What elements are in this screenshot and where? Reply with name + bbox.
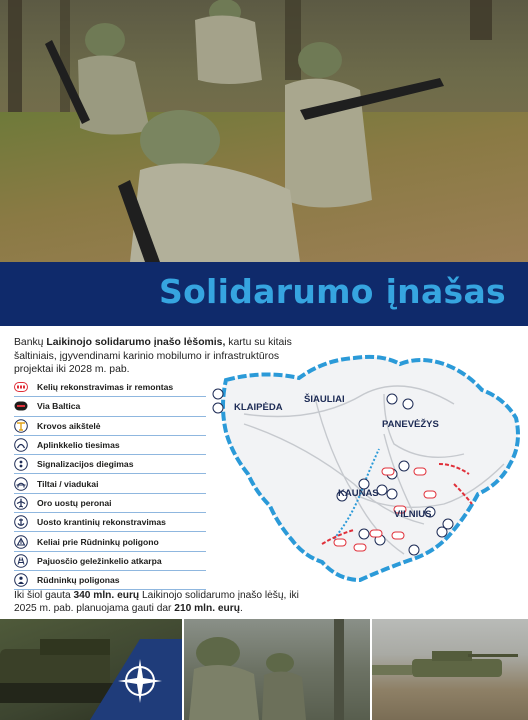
soldiers-photo-illustration: [184, 619, 370, 720]
rail-icon: [14, 554, 28, 568]
legend-label: Aplinkkelio tiesimas: [37, 440, 120, 451]
legend-item: [14, 571, 206, 590]
hero-photo: [0, 0, 528, 262]
intro-part: Bankų: [14, 337, 47, 348]
legend-label: Oro uostų peronai: [37, 497, 112, 508]
legend-label: Keliai prie Rūdninkų poligono: [37, 536, 159, 547]
photo-soldiers: [184, 619, 370, 720]
funding-text: [14, 589, 314, 615]
legend-label: Tiltai / viadukai: [37, 478, 99, 489]
lithuania-map: [204, 334, 528, 590]
city-label: VILNIUS: [394, 509, 432, 520]
legend-item: [14, 436, 206, 455]
city-label: KAUNAS: [338, 488, 379, 499]
signal-icon: [14, 457, 28, 471]
intro-bold: Laikinojo solidarumo įnašo lėšomis,: [46, 337, 226, 348]
soldiers-illustration: [0, 0, 528, 262]
legend-label: Krovos aikštelė: [37, 420, 101, 431]
legend-item: [14, 397, 206, 416]
legend-label: Rūdninkų poligonas: [37, 575, 120, 586]
legend-item: [14, 532, 206, 551]
legend-item: [14, 552, 206, 571]
bypass-icon: [14, 438, 28, 452]
legend-label: Signalizacijos diegimas: [37, 459, 134, 470]
page-title: Solidarumo įnašas: [159, 272, 506, 311]
range-road-icon: [14, 535, 28, 549]
legend-label: Kelių rekonstravimas ir remontas: [37, 382, 174, 393]
road-reconstruction-icon: [14, 380, 28, 394]
legend-label: Pajuosčio geležinkelio atkarpa: [37, 555, 162, 566]
legend-label: Uosto krantinių rekonstravimas: [37, 517, 166, 528]
map-outline: [204, 334, 528, 590]
tank-nato-illustration: [0, 619, 182, 720]
map-legend: [14, 378, 206, 590]
legend-item: [14, 513, 206, 532]
outro-part: Laikinojo solidarumo įnašo lėšų, iki 2025 m. pab. planuojama gauti dar: [14, 590, 299, 615]
city-label: PANEVĖŽYS: [382, 419, 439, 430]
via-baltica-icon: [14, 399, 28, 413]
legend-item: [14, 378, 206, 397]
city-label: ŠIAULIAI: [304, 394, 345, 405]
airport-icon: [14, 496, 28, 510]
outro-bold: 210 mln. eurų: [174, 603, 240, 615]
loading-dock-icon: [14, 419, 28, 433]
legend-item: [14, 494, 206, 513]
photo-tanks-field: [372, 619, 528, 720]
intro-part: kartu su kitais šaltiniais, įgyvendinami karinio mobilumo ir infrastruktūros projektai iki 2028 m. pab.: [14, 337, 292, 376]
outro-part: Iki šiol gauta: [14, 590, 74, 601]
legend-item: [14, 417, 206, 436]
tanks-field-illustration: [372, 619, 528, 720]
outro-bold: 340 mln. eurų: [73, 590, 140, 601]
anchor-icon: [14, 515, 28, 529]
bridge-icon: [14, 477, 28, 491]
legend-label: Via Baltica: [37, 401, 81, 412]
legend-item: [14, 455, 206, 474]
training-range-icon: [14, 573, 28, 587]
outro-part: .: [239, 603, 243, 615]
title-banner: [0, 262, 528, 326]
photo-tank-nato: [0, 619, 182, 720]
legend-item: [14, 474, 206, 493]
city-label: KLAIPĖDA: [234, 402, 283, 413]
